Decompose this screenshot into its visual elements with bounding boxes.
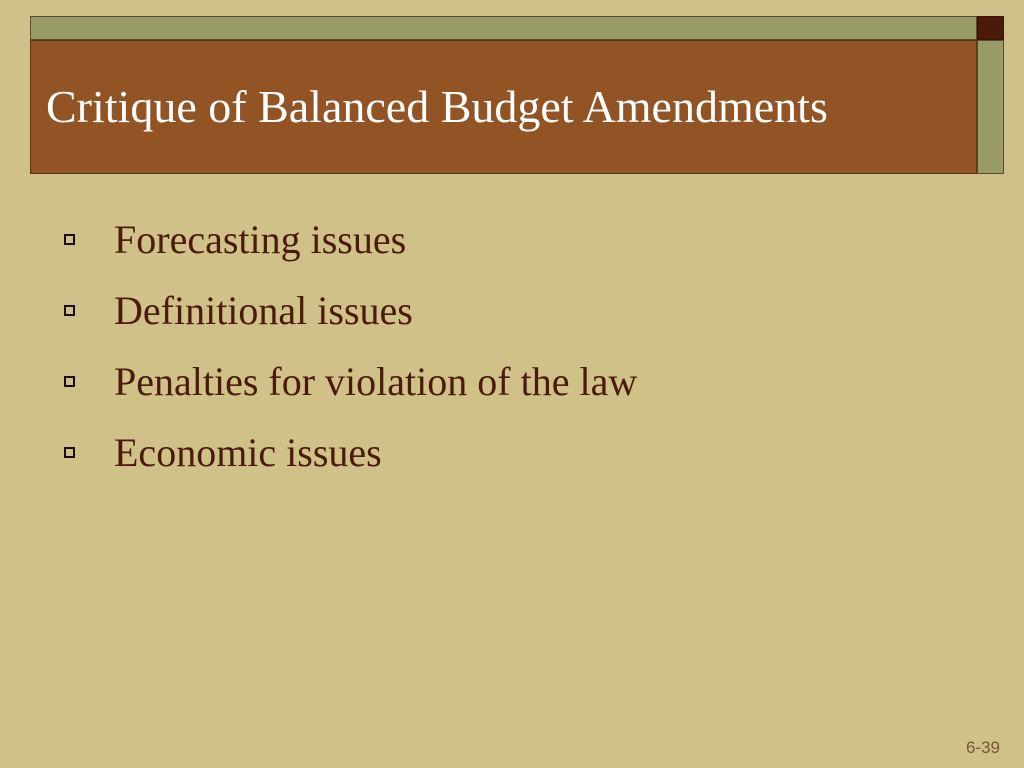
side-accent-bar <box>977 40 1004 174</box>
bullet-text: Economic issues <box>114 429 382 475</box>
bullet-text: Forecasting issues <box>114 216 407 262</box>
bullet-text: Penalties for violation of the law <box>114 358 638 404</box>
slide-number: 6-39 <box>965 738 1000 757</box>
hollow-square-bullet-icon <box>64 447 75 458</box>
bullet-item <box>64 417 637 488</box>
hollow-square-bullet-icon <box>64 376 75 387</box>
title-banner <box>30 40 977 174</box>
header-accent-bar <box>30 16 977 40</box>
hollow-square-bullet-icon <box>64 234 75 245</box>
hollow-square-bullet-icon <box>64 305 75 316</box>
bullet-list <box>64 204 637 488</box>
slide-title: Critique of Balanced Budget Amendments <box>46 81 828 132</box>
bullet-item <box>64 204 637 275</box>
bullet-text: Definitional issues <box>114 287 413 333</box>
bullet-item <box>64 275 637 346</box>
corner-accent-square <box>977 16 1004 40</box>
bullet-item <box>64 346 637 417</box>
